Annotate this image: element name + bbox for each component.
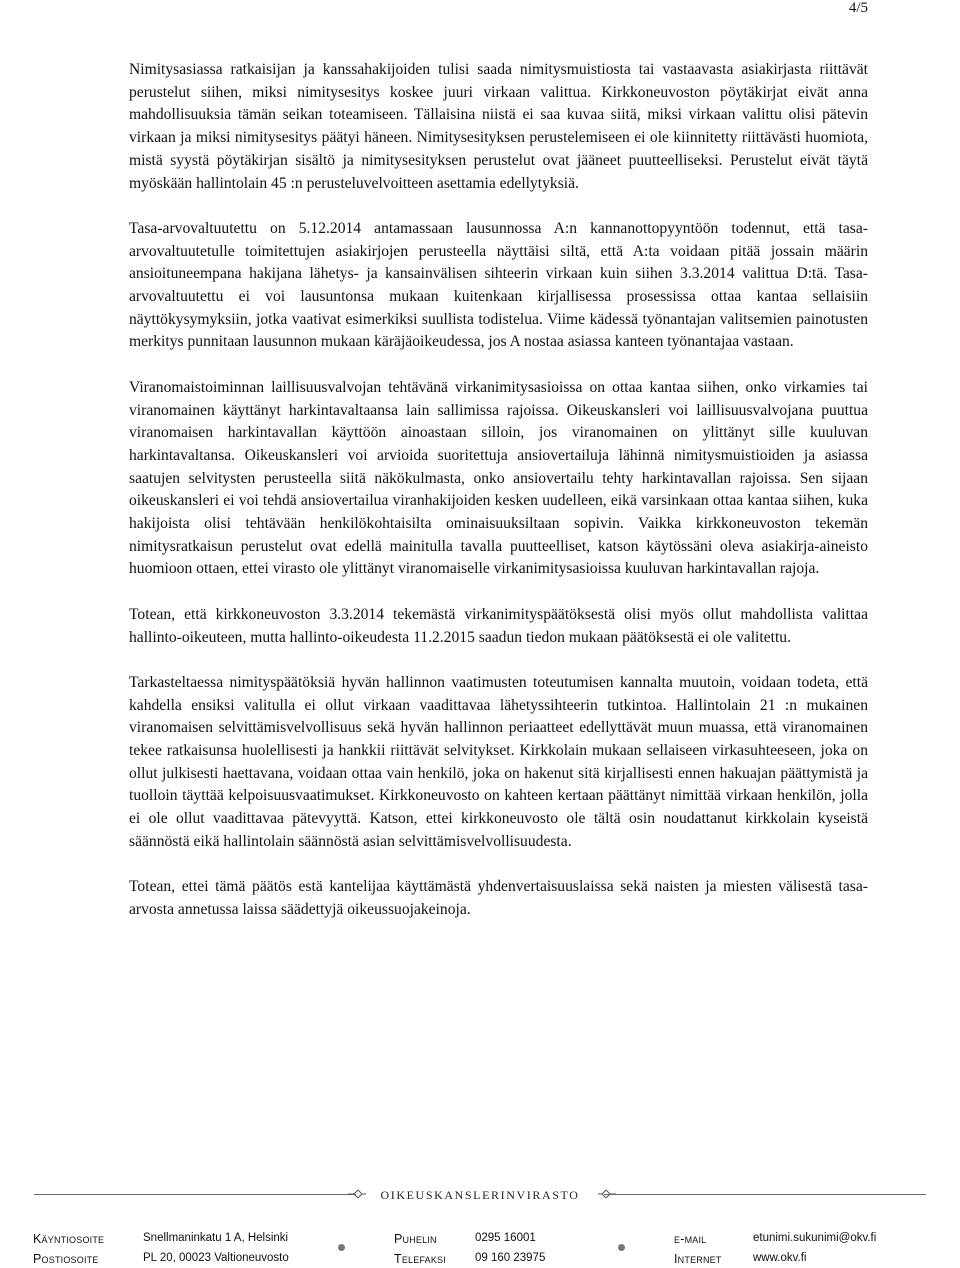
website-link[interactable]: www.okv.fi bbox=[753, 1252, 807, 1264]
postal-address-label: Postiosoite bbox=[33, 1252, 99, 1266]
page-number: 4/5 bbox=[848, 0, 868, 16]
fax-number: 09 160 23975 bbox=[475, 1252, 546, 1264]
phone-label: Puhelin bbox=[394, 1232, 437, 1246]
email-address: etunimi.sukunimi@okv.fi bbox=[753, 1232, 877, 1244]
paragraph: Viranomaistoiminnan laillisuusvalvojan tehtävänä virkanimitysasioissa on ottaa kantaa siihen, onko virkamies tai viranomainen käyttänyt harkintavaltaansa lain sallimissa rajoissa. Oikeuskansleri voi laillisuusvalvojana puuttua viranomaisen harkintavallan käyttöön ainoastaan silloin, jos viranomainen on ylittänyt sille kuuluvan harkintavaltansa. Oikeuskansleri voi arvioida suoritettuja ansiovertailuja lähinnä nimitysmuistioiden ja asiassa saatujen selvitysten perusteella siitä näkökulmasta, onko ansiovertailu tehty harkintavallan rajoissa. Sen sijaan oikeuskansleri ei voi tehdä ansiovertailua viranhakijoiden kesken uudelleen, eikä varsinkaan ottaa kantaa siihen, kuka hakijoista olisi tehtävään henkilökohtaisilta ominaisuuksiltaan sopivin. Vaikka kirkkoneuvoston tekemän nimitysratkaisun perustelut ovat edellä mainitulla tavalla puutteelliset, katson käytössäni oleva asiakirja-aineisto huomioon ottaen, ettei virasto ole ylittänyt viranomaiselle virkanimitysasioissa kuuluvan harkintavallan rajoja. bbox=[129, 378, 868, 578]
bullet-dot-icon bbox=[338, 1244, 345, 1251]
visiting-address-label: Käyntiosoite bbox=[33, 1232, 105, 1246]
postal-address: PL 20, 00023 Valtioneuvosto bbox=[143, 1252, 289, 1264]
footer-divider-right bbox=[604, 1194, 926, 1195]
paragraph: Tasa-arvovaltuutettu on 5.12.2014 antamassaan lausunnossa A:n kannanottopyyntöön todennut, että tasa-arvovaltuutetulle toimitettujen asiakirjojen perusteella näyttäisi siltä, että A:ta voidaan pitää jossain määrin ansioituneempana hakijana lähetys- ja kansainvälisen sihteerin virkaan kuin siihen 3.3.2014 valittua D:tä. Tasa-arvovaltuutettu ei voi lausuntonsa mukaan kuitenkaan kirjallisessa prosessissa ottaa kantaa sellaisiin näyttökysymyksiin, jotka vaativat esimerkiksi suullista todistelua. Viime kädessä työnantajan valitsemien painotusten merkitys punnitaan lausunnon mukaan käräjäoikeudessa, jos A nostaa asiassa kanteen työnantajaa vastaan. bbox=[129, 219, 868, 351]
email-label: e-mail bbox=[674, 1232, 707, 1246]
paragraph: Totean, ettei tämä päätös estä kantelijaa käyttämästä yhdenvertaisuuslaissa sekä naisten ja miesten välisestä tasa-arvosta annetussa laissa säädettyjä oikeussuojakeinoja. bbox=[129, 878, 868, 918]
footer-ornament-left-icon bbox=[348, 1187, 366, 1201]
paragraph: Nimitysasiassa ratkaisijan ja kanssahakijoiden tulisi saada nimitysmuistiosta tai vastaavasta asiakirjasta riittävät perustelut siihen, miksi nimitysesitys koskee juuri virkaan valittua. Kirkkoneuvoston pöytäkirjat eivät anna mahdollisuuksia tämän seikan toteamiseen. Tällaisina niistä ei saa kuvaa siitä, miksi virkaan valittu olisi pätevin virkaan ja miksi nimitysesitys päätyi häneen. Nimitysesityksen perustelemiseen ei ole kiinnitetty riittävästi huomiota, mistä syystä pöytäkirjan sisältö ja nimitysesityksen perustelut ovat jääneet puutteelliseksi. Perustelut eivät täytä myöskään hallintolain 45 :n perusteluvelvoitteen asettamia edellytyksiä. bbox=[129, 61, 868, 192]
paragraph: Tarkasteltaessa nimityspäätöksiä hyvän hallinnon vaatimusten toteutumisen kannalta muutoin, voidaan todeta, että kahdella ensiksi valitulla ei ollut virkaan vaadittavaa lähetyssihteerin tutkintoa. Hallintolain 21 :n mukainen viranomaisen selvittämisvelvollisuus sekä hyvän hallinnon periaatteet edellyttävät muun muassa, että viranomainen tekee ratkaisunsa huolellisesti ja hankkii riittävät selvitykset. Kirkkolain mukaan sellaiseen virkasuhteeseen, joka on ollut julkisesti haettavana, voidaan ottaa vain henkilö, joka on hakenut sitä kirjallisesti ennen hakuajan päättymistä ja tuolloin täyttää kelpoisuusvaatimukset. Kirkkoneuvosto on kahteen kertaan päättänyt nimittää virkaan henkilön, jolla ei ole ollut vaadittavaa pätevyyttä. Katson, ettei kirkkoneuvosto ole tältä osin noudattanut kirkkolain kyseistä säännöstä eikä hallintolain säännöstä asian selvittämisvelvollisuudesta. bbox=[129, 673, 868, 850]
contact-footer bbox=[33, 1228, 927, 1268]
fax-label: Telefaksi bbox=[394, 1252, 446, 1266]
office-name: OIKEUSKANSLERINVIRASTO bbox=[380, 1188, 580, 1202]
footer-divider-left bbox=[34, 1194, 356, 1195]
visiting-address: Snellmaninkatu 1 A, Helsinki bbox=[143, 1232, 289, 1244]
bullet-dot-icon bbox=[618, 1244, 625, 1251]
phone-number: 0295 16001 bbox=[475, 1232, 536, 1244]
document-body bbox=[129, 59, 868, 922]
paragraph: Totean, että kirkkoneuvoston 3.3.2014 tekemästä virkanimityspäätöksestä olisi myös ollut mahdollista valittaa hallinto-oikeuteen, mutta hallinto-oikeudesta 11.2.2015 saadun tiedon mukaan päätöksestä ei ole valitettu. bbox=[129, 605, 868, 646]
internet-label: Internet bbox=[674, 1252, 722, 1266]
